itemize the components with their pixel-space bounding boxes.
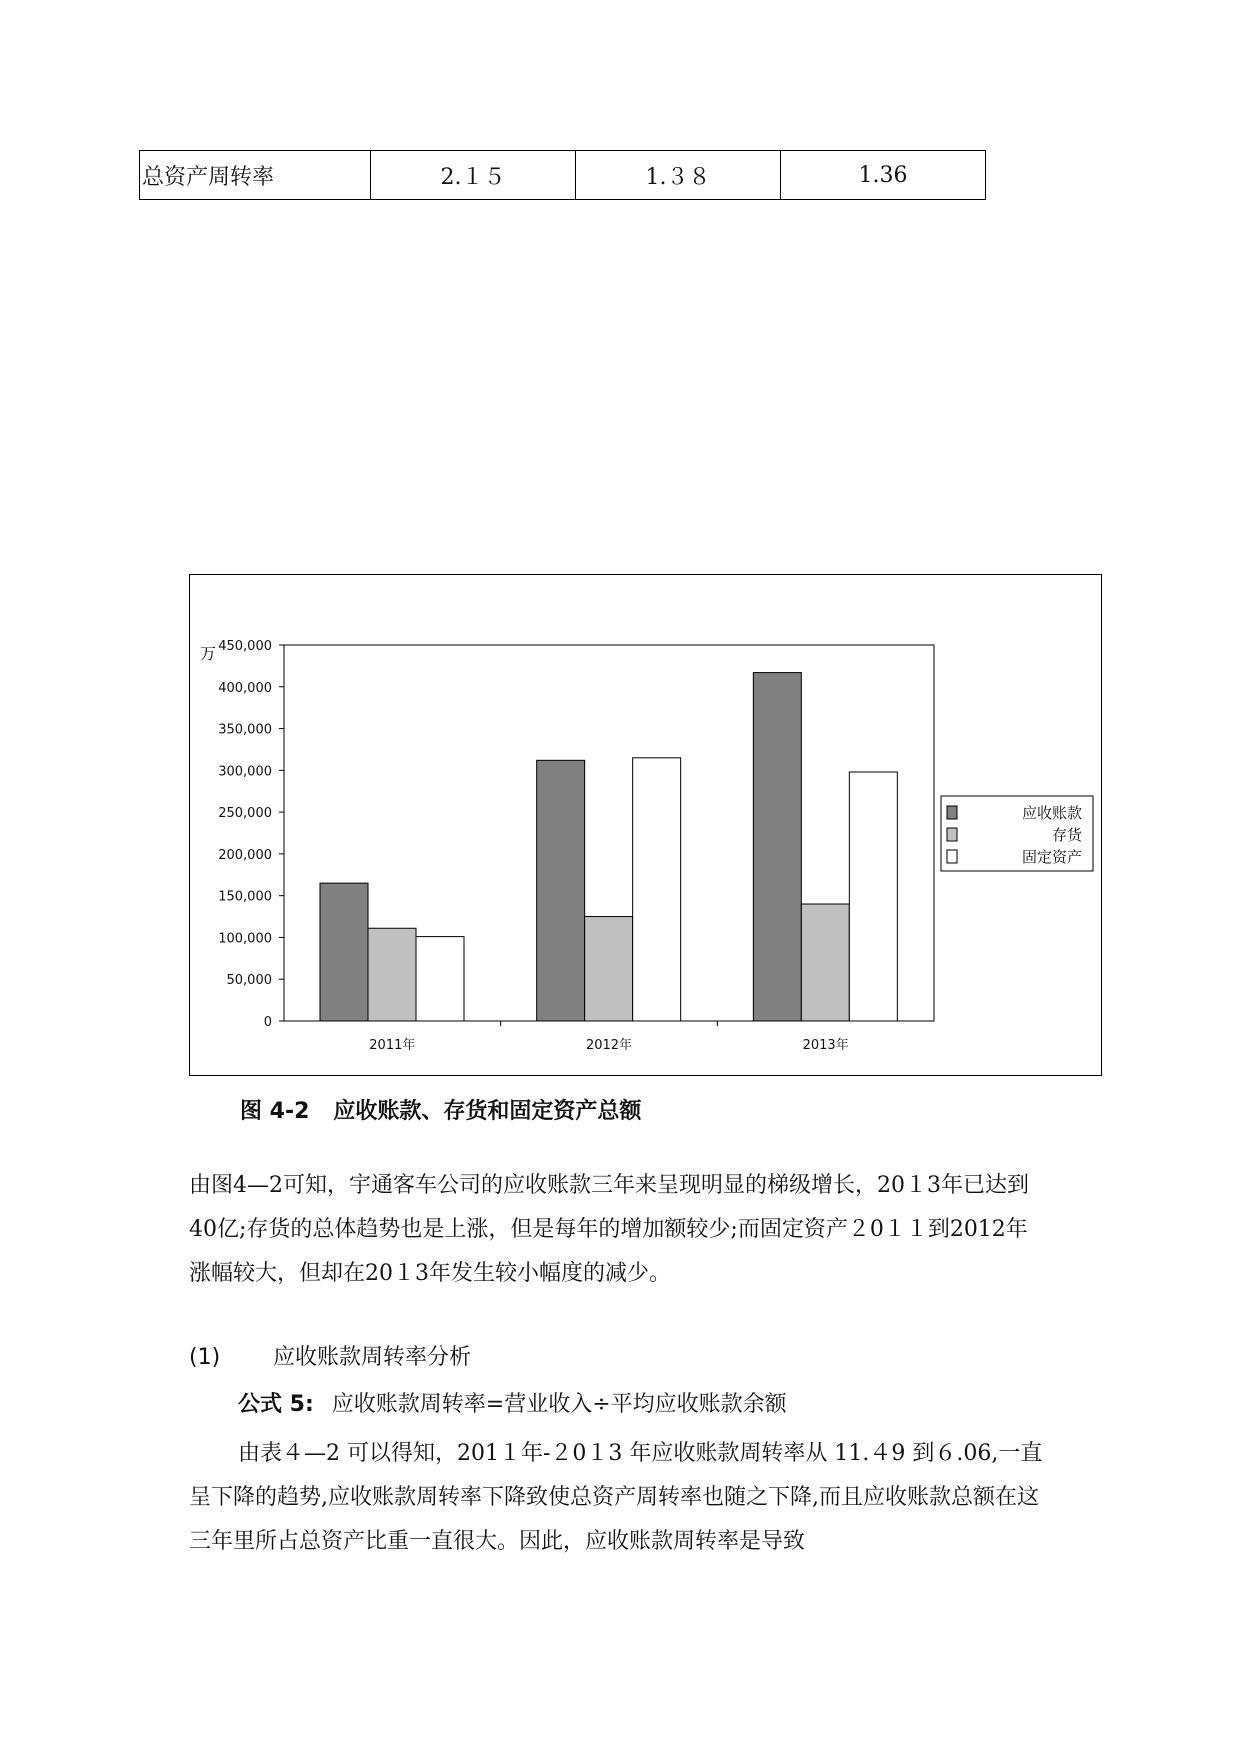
y-tick-label: 450,000 (218, 639, 272, 654)
y-tick-label: 50,000 (226, 973, 272, 989)
x-tick-label: 2011年 (369, 1038, 416, 1053)
y-tick-label: 350,000 (218, 722, 272, 738)
y-tick-label: 0 (263, 1015, 272, 1030)
y-tick-label: 150,000 (218, 889, 272, 905)
y-tick-label: 300,000 (218, 764, 272, 780)
table-row (140, 151, 986, 200)
x-tick-label: 2012年 (585, 1038, 633, 1053)
y-tick-label: 100,000 (218, 931, 272, 947)
ratio-table (139, 150, 986, 200)
section-number: (1) (189, 1345, 221, 1370)
bar (585, 917, 633, 1021)
turnover-paragraph: 由表４—2 可以得知，201１年-２0１3 年应收账款周转率从 11.４9 到６.06,一直呈下降的趋势,应收账款周转率下降致使总资产周转率也随之下降,而且应收账款总额在这三年里所占总资产比重一直很大。因此，应收账款周转率是导致 (189, 1441, 1043, 1554)
caption-text: 应收账款、存货和固定资产总额 (333, 1099, 642, 1124)
figure-caption (240, 1094, 641, 1125)
legend-entry: 存货 (1051, 826, 1082, 844)
section-title: 应收账款周转率分析 (273, 1345, 472, 1370)
legend-swatch (947, 806, 957, 819)
bar-chart (190, 575, 1103, 1077)
y-tick-label: 200,000 (218, 847, 272, 863)
bar (416, 937, 464, 1021)
bar (801, 904, 849, 1021)
analysis-paragraph: 由图4—2可知，宇通客车公司的应收账款三年来呈现明显的梯级增长，20１3年已达到40亿;存货的总体趋势也是上涨，但是每年的增加额较少;而固定资产２0１１到2012年涨幅较大，但却在20１3年发生较小幅度的减少。 (189, 1173, 1029, 1286)
bar (849, 772, 897, 1021)
value-2011: 2.１５ (371, 151, 576, 200)
row-label: 总资产周转率 (140, 151, 371, 200)
formula-text: 应收账款周转率=营业收入÷平均应收账款余额 (331, 1392, 787, 1417)
value-2013: 1.36 (781, 151, 986, 200)
y-tick-label: 250,000 (218, 806, 272, 822)
y-unit-label: 万 (200, 644, 217, 663)
y-tick-label: 400,000 (218, 680, 272, 696)
legend-swatch (947, 850, 957, 863)
bar (368, 928, 416, 1021)
chart-frame (189, 574, 1102, 1076)
bar (633, 758, 681, 1021)
formula-line (238, 1387, 787, 1418)
legend-entry: 固定资产 (1021, 848, 1082, 866)
formula-label: 公式 5: (238, 1392, 314, 1417)
bar (320, 883, 368, 1021)
caption-number: 图 4-2 (240, 1099, 310, 1124)
legend-entry: 应收账款 (1021, 804, 1082, 822)
value-2012: 1.３８ (576, 151, 781, 200)
bar (753, 673, 801, 1021)
legend-swatch (947, 828, 957, 841)
x-tick-label: 2013年 (802, 1038, 849, 1053)
section-heading (189, 1340, 471, 1371)
bar (537, 760, 585, 1021)
